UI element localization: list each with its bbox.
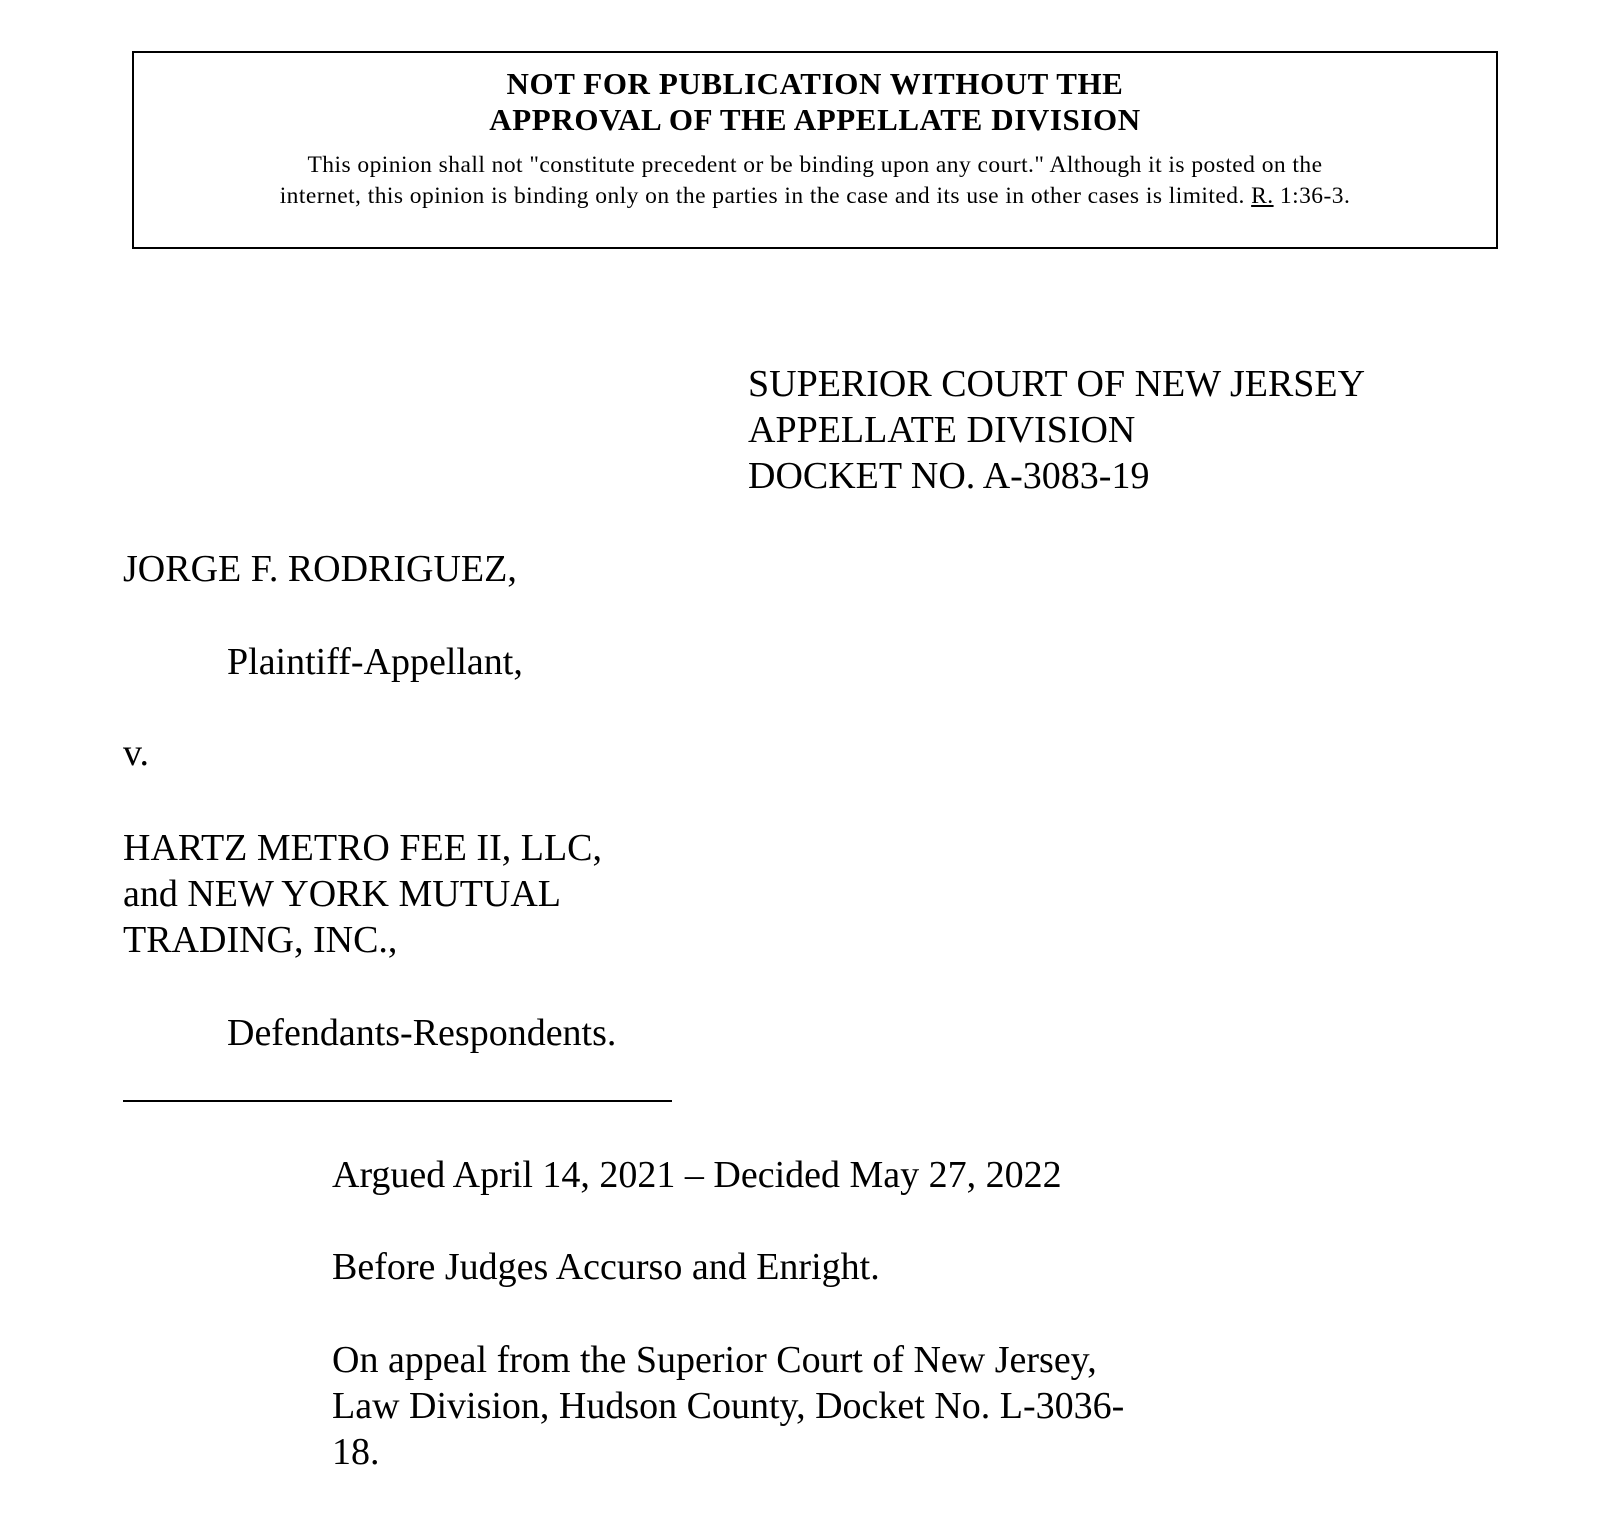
appeal-source-line-1: On appeal from the Superior Court of New Jersey, xyxy=(332,1339,1097,1381)
notice-rule-number: 1:36-3. xyxy=(1273,183,1351,209)
plaintiff-role: Plaintiff-Appellant, xyxy=(227,641,523,683)
argued-decided-dates: Argued April 14, 2021 – Decided May 27, 2022 xyxy=(332,1154,1062,1196)
judges-line: Before Judges Accurso and Enright. xyxy=(332,1246,880,1288)
notice-title-line-2: APPROVAL OF THE APPELLATE DIVISION xyxy=(489,102,1141,137)
notice-body-line-1: This opinion shall not "constitute precedent or be binding upon any court." Although it is posted on the xyxy=(307,152,1323,178)
defendants-role: Defendants-Respondents. xyxy=(227,1012,617,1054)
court-name: SUPERIOR COURT OF NEW JERSEY xyxy=(748,363,1366,405)
notice-body-line-2 xyxy=(134,181,1496,212)
defendants-line-3: TRADING, INC., xyxy=(123,919,398,961)
defendants-line-1: HARTZ METRO FEE II, LLC, xyxy=(123,827,603,869)
docket-number: DOCKET NO. A-3083-19 xyxy=(748,455,1150,497)
notice-body-line-2-text: internet, this opinion is binding only on the parties in the case and its use in other cases is limited. xyxy=(279,183,1252,209)
plaintiff-name: JORGE F. RODRIGUEZ, xyxy=(123,548,517,590)
notice-title-line-1: NOT FOR PUBLICATION WITHOUT THE xyxy=(506,66,1124,101)
versus: v. xyxy=(123,732,150,774)
court-rule-reference: R. xyxy=(1251,183,1274,209)
appeal-source-line-3: 18. xyxy=(332,1431,380,1473)
caption-divider xyxy=(123,1100,672,1102)
appeal-source-line-2: Law Division, Hudson County, Docket No. L-3036- xyxy=(332,1385,1125,1427)
court-division: APPELLATE DIVISION xyxy=(748,409,1136,451)
publication-notice-box xyxy=(132,51,1498,249)
defendants-line-2: and NEW YORK MUTUAL xyxy=(123,873,562,915)
